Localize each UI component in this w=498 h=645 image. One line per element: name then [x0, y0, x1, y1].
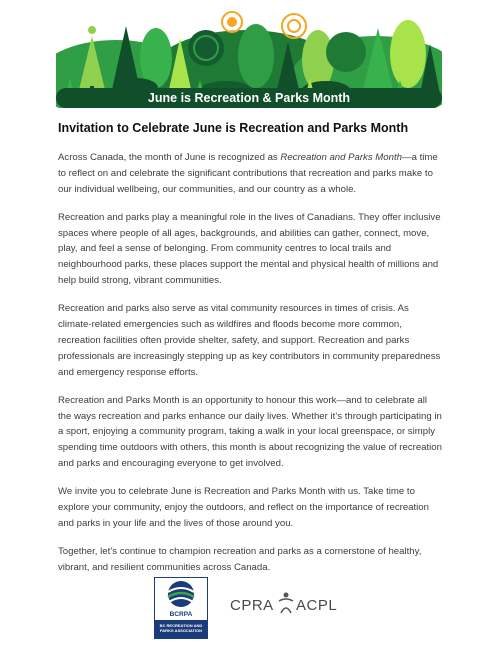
bcrpa-logo: [154, 577, 208, 639]
paragraph-1-start: Across Canada, the month of June is recognized as: [58, 152, 281, 163]
paragraph-4: Recreation and Parks Month is an opportunity to honour this work—and to celebrate all the ways recreation and parks enhance our daily lives. Whether it’s through participating in a sport, enjoying a community program, taking a walk in your local greenspace, or simply spending time outdoors with others, this month is about recognizing the value of recreation and parks and encouraging everyone to get involved.: [58, 394, 442, 470]
paragraph-1-end: —a time to reflect on and celebrate the significant contributions that recreation and parks make to our individual wellbeing, our communities, and our country as a whole.: [58, 152, 438, 195]
bcrpa-globe-icon: [155, 578, 207, 610]
paragraph-1-emphasis: Recreation and Parks Month: [280, 152, 402, 163]
bcrpa-subtitle: BC RECREATION AND PARKS ASSOCIATION: [155, 620, 207, 638]
paragraph-3: Recreation and parks also serve as vital community resources in times of crisis. As climate-related emergencies such as wildfires and floods become more common, recreation facilities often provide shelter, safety, and support. Recreation and parks professionals are increasingly stepping up as key contributors in community preparedness and emergency response efforts.: [58, 303, 441, 378]
bcrpa-name: BCRPA: [169, 611, 193, 618]
cpra-logo-text: CPRA: [230, 597, 274, 614]
cpra-figure-icon: [277, 591, 295, 615]
letter-body: [58, 150, 442, 588]
paragraph-6: Together, let’s continue to champion recreation and parks as a cornerstone of healthy, vibrant, and resilient communities across Canada.: [58, 546, 422, 574]
paragraph-2: Recreation and parks play a meaningful role in the lives of Canadians. They offer inclusive spaces where people of all ages, backgrounds, and abilities can gather, connect, move, play, and feel a sense of belonging. From community centres to local trails and neighbourhood parks, these places support the mental and physical health of millions and help build strong, vibrant communities.: [58, 211, 441, 287]
footer-logos: [0, 577, 498, 643]
page-title: Invitation to Celebrate June is Recreation and Parks Month: [58, 121, 409, 135]
banner-heading: June is Recreation & Parks Month: [56, 88, 442, 108]
paragraph-1: [58, 150, 442, 197]
acpl-logo-text: ACPL: [296, 597, 338, 614]
paragraph-5: We invite you to celebrate June is Recreation and Parks Month with us. Take time to explore your community, enjoy the outdoors, and reflect on the importance of recreation and parks in your life and the lives of those around you.: [58, 486, 429, 529]
